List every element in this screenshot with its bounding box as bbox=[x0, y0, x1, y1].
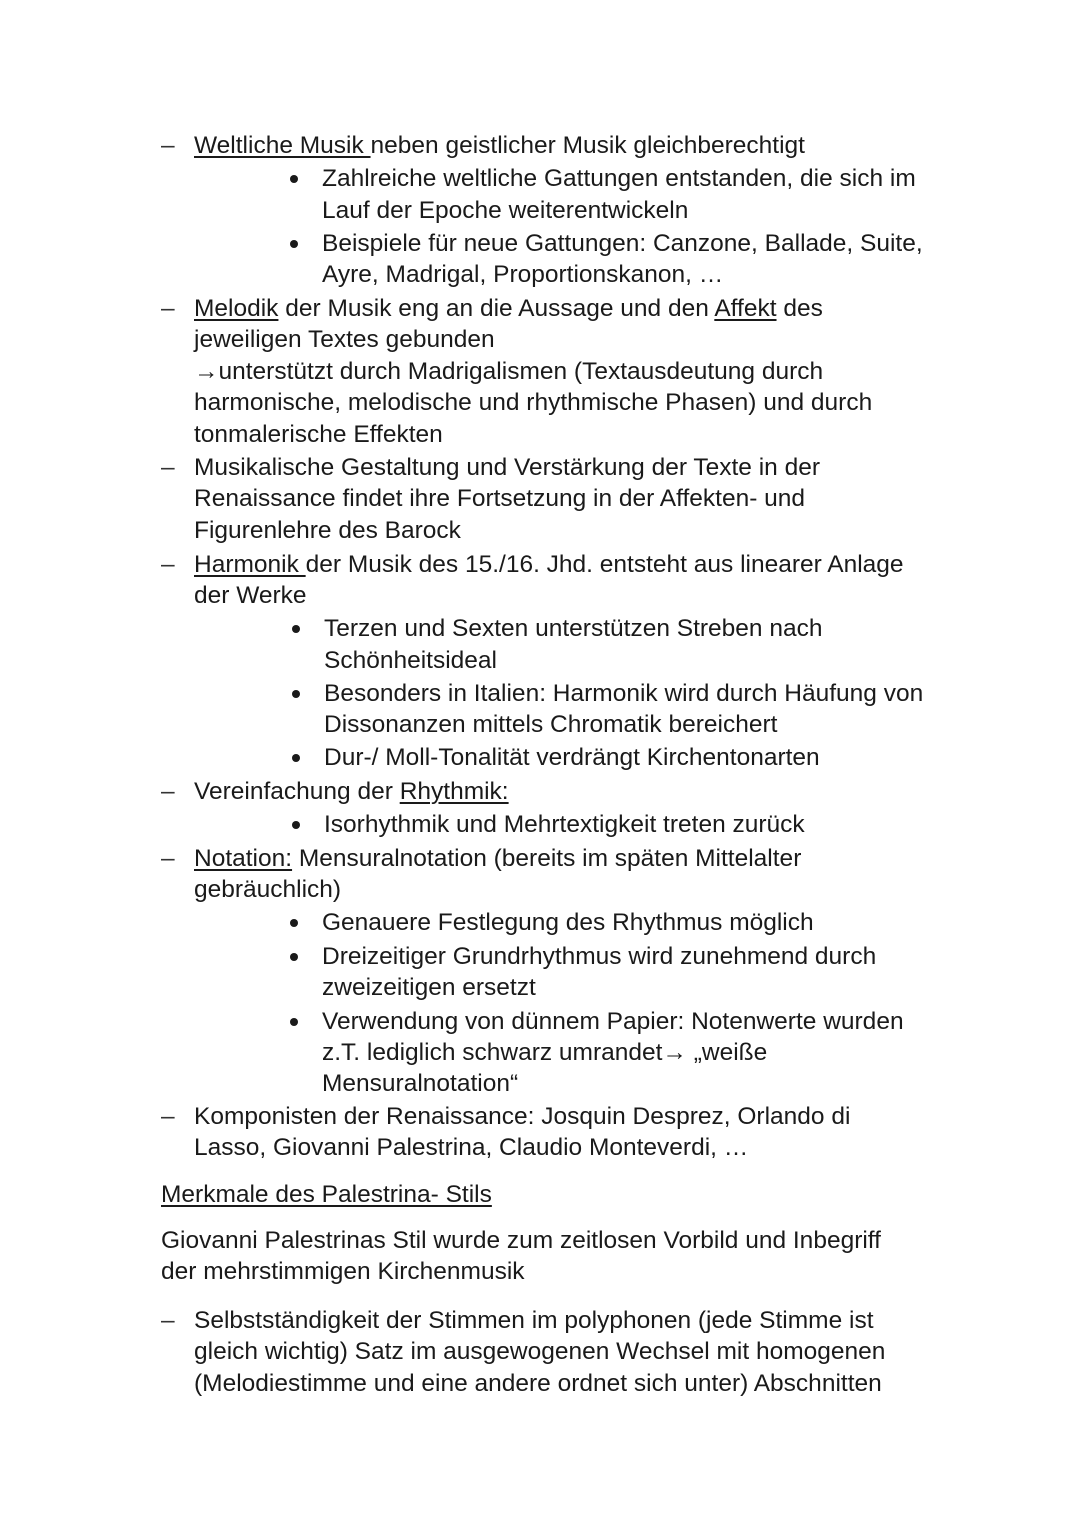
paragraph-text: der mehrstimmigen Kirchenmusik bbox=[161, 1258, 525, 1285]
list-item-text: der Werke bbox=[194, 582, 307, 609]
keyword-melodik: Melodik bbox=[194, 295, 279, 322]
bullet-text: Dur-/ Moll-Tonalität verdrängt Kirchentonarten bbox=[324, 744, 820, 771]
list-item-text: Mensuralnotation (bereits im späten Mittelalter bbox=[292, 845, 802, 872]
list-item-melodik bbox=[194, 293, 823, 324]
list-item-text: Lasso, Giovanni Palestrina, Claudio Monteverdi, … bbox=[194, 1134, 749, 1161]
list-item-text: der Musik eng an die Aussage und den bbox=[278, 295, 715, 322]
keyword-harmonik: Harmonik bbox=[194, 551, 306, 578]
list-item-rhythmik bbox=[194, 776, 509, 807]
list-dash: – bbox=[161, 778, 175, 805]
bullet-text: Ayre, Madrigal, Proportionskanon, … bbox=[322, 261, 724, 288]
list-item-text: harmonische, melodische und rhythmische Phasen) und durch bbox=[194, 389, 873, 416]
list-item-text: der Musik des 15./16. Jhd. entsteht aus linearer Anlage bbox=[305, 551, 904, 578]
list-item-text: tonmalerische Effekten bbox=[194, 421, 443, 448]
bullet-dot bbox=[292, 625, 300, 633]
section-heading bbox=[161, 1179, 492, 1210]
bullet-dot bbox=[292, 690, 300, 698]
keyword-affekt: Affekt bbox=[714, 295, 777, 322]
list-item-text: jeweiligen Textes gebunden bbox=[194, 326, 495, 353]
heading-text: Merkmale des Palestrina- Stils bbox=[161, 1181, 492, 1208]
list-item-text: Komponisten der Renaissance: Josquin Desprez, Orlando di bbox=[194, 1103, 851, 1130]
bullet-dot bbox=[290, 919, 298, 927]
bullet-dot bbox=[290, 240, 298, 248]
bullet-text: Isorhythmik und Mehrtextigkeit treten zurück bbox=[324, 811, 805, 838]
list-dash: – bbox=[161, 1103, 175, 1130]
list-item-notation bbox=[194, 843, 801, 874]
list-item-text: gebräuchlich) bbox=[194, 876, 342, 903]
bullet-dot bbox=[290, 1018, 298, 1026]
bullet-text: z.T. lediglich schwarz umrandet→ „weiße bbox=[322, 1039, 768, 1066]
keyword-rhythmik: Rhythmik: bbox=[399, 778, 509, 805]
list-item-text: Selbstständigkeit der Stimmen im polyphonen (jede Stimme ist bbox=[194, 1307, 874, 1334]
list-item-text: Renaissance findet ihre Fortsetzung in der Affekten- und bbox=[194, 485, 806, 512]
list-dash: – bbox=[161, 132, 175, 159]
bullet-text: zweizeitigen ersetzt bbox=[322, 974, 536, 1001]
bullet-dot bbox=[292, 821, 300, 829]
bullet-text: Verwendung von dünnem Papier: Notenwerte wurden bbox=[322, 1008, 904, 1035]
bullet-text: Terzen und Sexten unterstützen Streben nach bbox=[324, 615, 823, 642]
bullet-dot bbox=[292, 754, 300, 762]
bullet-text: Beispiele für neue Gattungen: Canzone, Ballade, Suite, bbox=[322, 230, 923, 257]
list-item-text: Figurenlehre des Barock bbox=[194, 517, 461, 544]
bullet-text: Genauere Festlegung des Rhythmus möglich bbox=[322, 909, 814, 936]
keyword-weltliche-musik: Weltliche Musik bbox=[194, 132, 371, 159]
list-item-text: (Melodiestimme und eine andere ordnet sich unter) Abschnitten bbox=[194, 1370, 882, 1397]
list-item-text: Musikalische Gestaltung und Verstärkung der Texte in der bbox=[194, 454, 821, 481]
list-dash: – bbox=[161, 551, 175, 578]
list-item-text: gleich wichtig) Satz im ausgewogenen Wechsel mit homogenen bbox=[194, 1338, 886, 1365]
bullet-dot bbox=[290, 175, 298, 183]
bullet-text: Schönheitsideal bbox=[324, 647, 497, 674]
paragraph-text: Giovanni Palestrinas Stil wurde zum zeitlosen Vorbild und Inbegriff bbox=[161, 1227, 881, 1254]
bullet-text: Dissonanzen mittels Chromatik bereichert bbox=[324, 711, 778, 738]
keyword-notation: Notation: bbox=[194, 845, 293, 872]
list-dash: – bbox=[161, 454, 175, 481]
bullet-dot bbox=[290, 953, 298, 961]
list-dash: – bbox=[161, 845, 175, 872]
list-dash: – bbox=[161, 295, 175, 322]
list-dash: – bbox=[161, 1307, 175, 1334]
bullet-text: Besonders in Italien: Harmonik wird durch Häufung von bbox=[324, 680, 924, 707]
bullet-text: Lauf der Epoche weiterentwickeln bbox=[322, 197, 689, 224]
bullet-text: Dreizeitiger Grundrhythmus wird zunehmend durch bbox=[322, 943, 877, 970]
list-item-weltliche-musik bbox=[194, 130, 805, 161]
list-item-text: neben geistlicher Musik gleichberechtigt bbox=[370, 132, 805, 159]
list-item-text: Vereinfachung der bbox=[194, 778, 400, 805]
list-item-harmonik bbox=[194, 549, 904, 580]
bullet-text: Zahlreiche weltliche Gattungen entstanden, die sich im bbox=[322, 165, 916, 192]
list-item-text: des bbox=[776, 295, 823, 322]
bullet-text: Mensuralnotation“ bbox=[322, 1070, 519, 1097]
list-item-text: →unterstützt durch Madrigalismen (Textausdeutung durch bbox=[194, 358, 824, 385]
